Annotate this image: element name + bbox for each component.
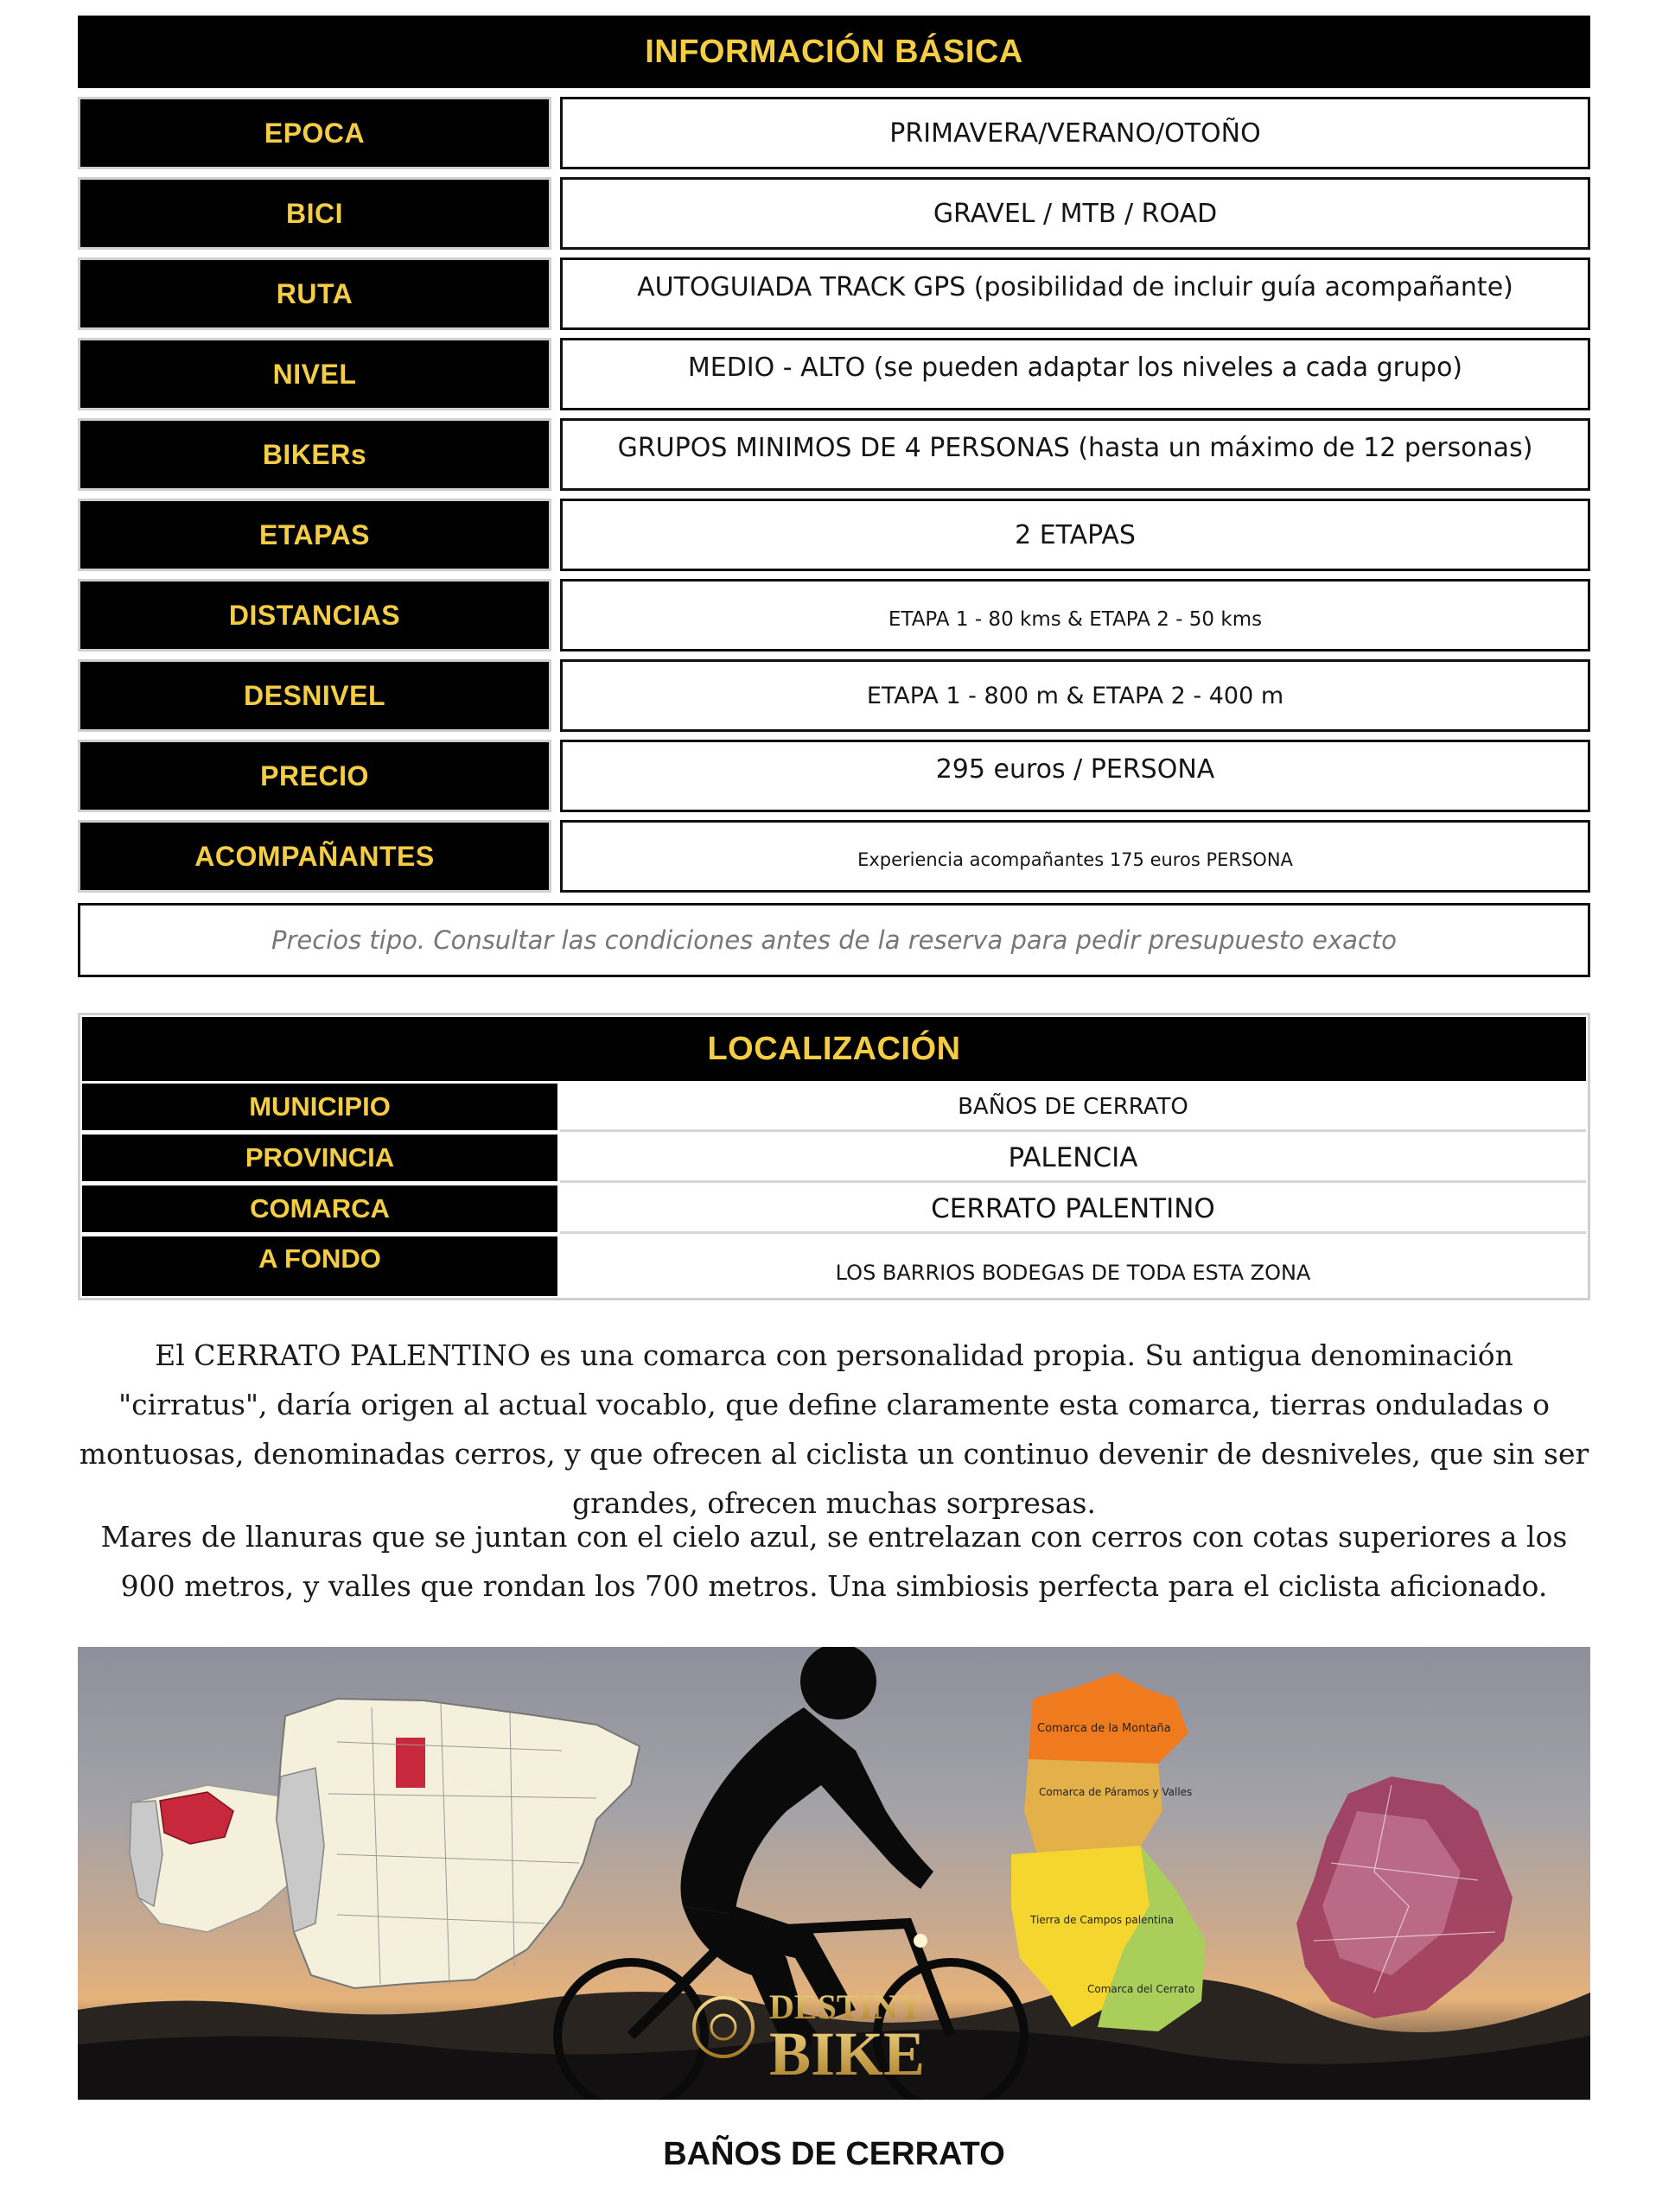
label-a-fondo: A FONDO	[82, 1236, 557, 1296]
price-note: Precios tipo. Consultar las condiciones antes de la reserva para pedir presupuesto exacto	[78, 903, 1590, 977]
value-etapas: 2 ETAPAS	[560, 499, 1590, 571]
logo-text-destiny: DESTINY	[769, 1987, 923, 2026]
basic-info-header: INFORMACIÓN BÁSICA	[78, 16, 1590, 88]
comarca-label-cerrato: Comarca del Cerrato	[1087, 1983, 1195, 1995]
value-provincia: PALENCIA	[560, 1135, 1586, 1183]
label-precio: PRECIO	[78, 740, 551, 812]
banner-image	[78, 1647, 1590, 2100]
comarca-label-montana: Comarca de la Montaña	[1037, 1722, 1171, 1735]
label-epoca: EPOCA	[78, 97, 551, 169]
comarca-label-tierra-campos: Tierra de Campos palentina	[1030, 1914, 1175, 1926]
value-epoca: PRIMAVERA/VERANO/OTOÑO	[560, 97, 1590, 169]
description-paragraph-1: El CERRATO PALENTINO es una comarca con personalidad propia. Su antigua denominación "cirratus", daría origen al actual vocablo, que define claramente esta comarca, tierras onduladas o montuosas, denominadas cerros, y que ofrecen al ciclista un continuo devenir de desniveles, que sin ser grandes, ofrecen muchas sorpresas.	[79, 1338, 1589, 1520]
value-comarca: CERRATO PALENTINO	[560, 1185, 1586, 1234]
value-a-fondo: LOS BARRIOS BODEGAS DE TODA ESTA ZONA	[560, 1236, 1586, 1296]
label-bici: BICI	[78, 177, 551, 250]
label-provincia: PROVINCIA	[82, 1135, 557, 1181]
value-precio: 295 euros / PERSONA	[560, 740, 1590, 812]
label-acompanantes: ACOMPAÑANTES	[78, 820, 551, 893]
label-ruta: RUTA	[78, 257, 551, 330]
value-desnivel: ETAPA 1 - 800 m & ETAPA 2 - 400 m	[560, 659, 1590, 732]
description-paragraph-2: Mares de llanuras que se juntan con el cielo azul, se entrelazan con cerros con cotas superiores a los 900 metros, y valles que rondan los 700 metros. Una simbiosis perfecta para el ciclista aficionado.	[100, 1520, 1568, 1603]
logo-text-bike: BIKE	[769, 2019, 926, 2088]
label-nivel: NIVEL	[78, 338, 551, 410]
label-etapas: ETAPAS	[78, 499, 551, 571]
label-municipio: MUNICIPIO	[82, 1084, 557, 1130]
value-acompanantes: Experiencia acompañantes 175 euros PERSONA	[560, 820, 1590, 893]
town-caption: BAÑOS DE CERRATO	[663, 2136, 1005, 2172]
value-municipio: BAÑOS DE CERRATO	[560, 1084, 1586, 1132]
label-desnivel: DESNIVEL	[78, 659, 551, 732]
value-ruta: AUTOGUIADA TRACK GPS (posibilidad de incluir guía acompañante)	[560, 257, 1590, 330]
comarca-label-paramos: Comarca de Páramos y Valles	[1039, 1786, 1193, 1798]
location-header: LOCALIZACIÓN	[82, 1017, 1586, 1081]
label-bikers: BIKERs	[78, 418, 551, 491]
label-comarca: COMARCA	[82, 1185, 557, 1232]
label-distancias: DISTANCIAS	[78, 579, 551, 652]
value-bikers: GRUPOS MINIMOS DE 4 PERSONAS (hasta un máximo de 12 personas)	[560, 418, 1590, 491]
value-distancias: ETAPA 1 - 80 kms & ETAPA 2 - 50 kms	[560, 579, 1590, 652]
value-nivel: MEDIO - ALTO (se pueden adaptar los niveles a cada grupo)	[560, 338, 1590, 410]
value-bici: GRAVEL / MTB / ROAD	[560, 177, 1590, 250]
